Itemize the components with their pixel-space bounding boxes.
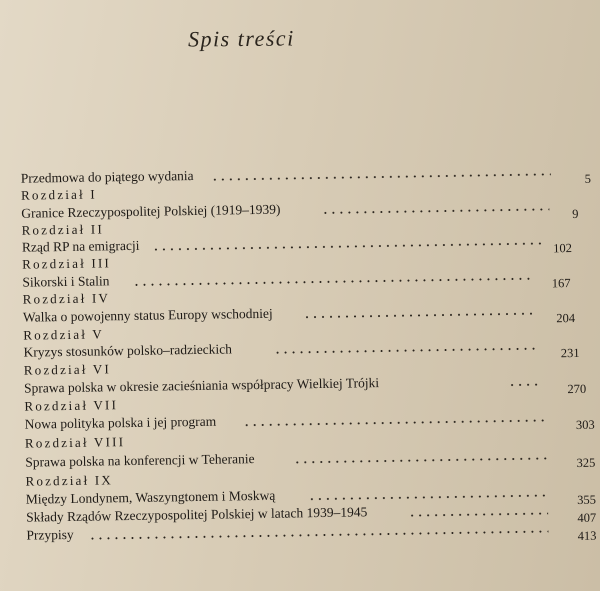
toc-page-number: 231 [560,345,580,361]
dot-leader [293,457,549,463]
dot-leader [303,313,535,319]
dot-leader [308,494,548,500]
toc-entry-text: Sikorski i Stalin [22,273,110,290]
toc-chapter-label: Rozdział VI [23,361,112,378]
toc-page-number: 102 [553,241,573,256]
dot-leader [508,384,538,386]
toc-chapter-label: Rozdział III [22,255,112,272]
toc-entry-text: Sprawa polska w okresie zacieśniania współpracy Wielkiej Trójki [23,375,380,396]
dot-leader [243,419,549,426]
dot-leader [274,348,540,354]
toc-chapter-label: Rozdział VIII [24,434,126,451]
toc-chapter-label: Rozdział I [20,186,97,203]
toc-page-number: 325 [576,455,596,470]
toc-entry-text: Granice Rzeczypospolitej Polskiej (1919–1939) [21,201,281,221]
toc-chapter-label: Rozdział IV [22,290,111,307]
toc-page-number: 355 [577,492,597,507]
toc-page-number: 204 [556,311,576,326]
toc-entry-text: Składy Rządów Rzeczypospolitej Polskiej w latach 1939–1945 [26,504,368,525]
toc-page-number: 9 [572,206,579,222]
dot-leader [152,243,542,251]
toc-entry-text: Między Londynem, Waszyngtonem i Moskwą [25,487,276,507]
toc-page-number: 270 [567,381,587,397]
dot-leader [211,173,551,180]
toc-entry-text: Rząd RP na emigracji [21,237,140,255]
toc-entry-text: Przypisy [26,526,74,543]
page-title: Spis treści [187,25,295,52]
toc-chapter-label: Rozdział V [23,326,104,343]
toc-page-number: 303 [575,417,595,433]
toc-page-number: 5 [584,171,591,186]
toc-chapter-label: Rozdział VII [24,397,119,414]
dot-leader [321,208,549,214]
toc-page-number: 167 [551,276,571,291]
toc-chapter-label: Rozdział IX [25,472,114,489]
toc-entry-text: Sprawa polska na konferencji w Teheranie [25,451,255,470]
dot-leader [408,512,548,516]
toc-chapter-label: Rozdział II [21,221,105,238]
toc-page-number: 413 [577,528,597,543]
toc-entry-text: Przedmowa do piątego wydania [20,167,194,186]
toc-entry-text: Kryzys stosunków polsko–radzieckich [23,341,233,360]
dot-leader [132,278,530,286]
toc-page-number: 407 [577,510,597,525]
toc-entry-text: Nowa polityka polska i jej program [24,413,217,432]
dot-leader [88,530,548,539]
toc-entry-text: Walka o powojenny status Europy wschodniej [22,305,273,325]
